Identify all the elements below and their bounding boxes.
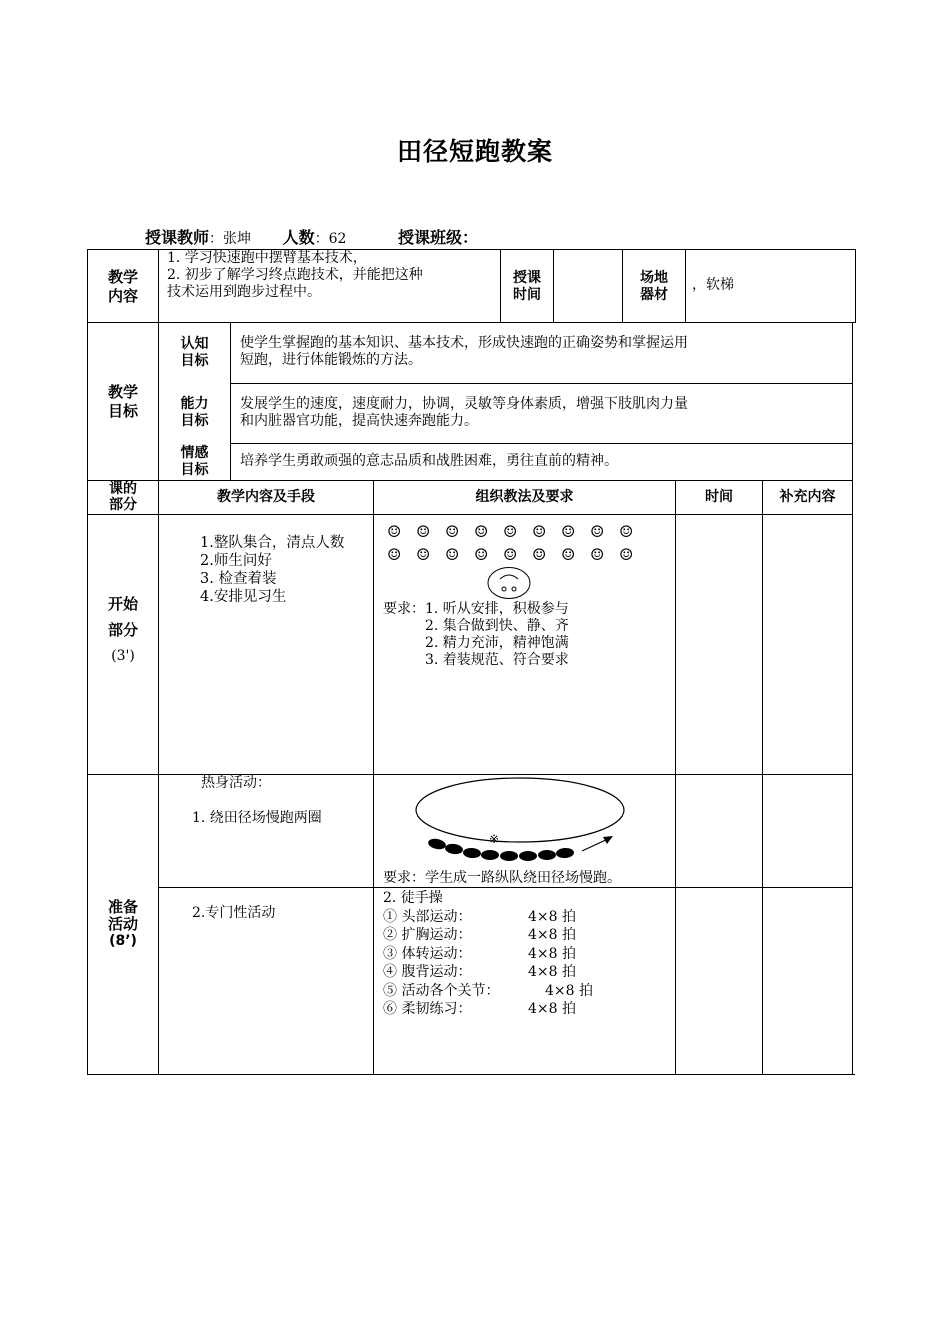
teacher-mark: ※ <box>489 832 500 846</box>
emotional-goal-text: 培养学生勇敢顽强的意志品质和战胜困难，勇往直前的精神。 <box>240 453 618 469</box>
exercise-name: ⑤ 活动各个关节： <box>383 982 500 999</box>
cognitive-goal-text: 使学生掌握跑的基本知识、基本技术，形成快速跑的正确姿势和掌握运用 短跑，进行体能锻炼的方法。 <box>240 335 688 368</box>
exercise-beats: 4×8 拍 <box>528 908 576 925</box>
start-item: 1.整队集合，清点人数 <box>200 535 345 551</box>
start-requirements <box>383 601 569 669</box>
student-smiley-icon: ☺ <box>590 545 605 564</box>
warmup-title: 热身活动： <box>201 775 271 791</box>
teacher-face-icon <box>486 566 532 600</box>
exercise-beats: 4×8 拍 <box>528 945 576 962</box>
class-label: 授课班级： <box>397 228 478 247</box>
col-content-header: 教学内容及手段 <box>217 489 315 505</box>
prep-part-label-2: 活动 <box>107 915 138 933</box>
exercise-row <box>383 908 593 927</box>
start-item: 3. 检查着装 <box>200 571 277 587</box>
warmup-requirement: 要求：学生成一路纵队绕田径场慢跑。 <box>383 870 621 886</box>
count-sep: ： <box>314 231 329 247</box>
page-title: 田径短跑教案 <box>396 137 553 166</box>
exercise-row <box>383 926 593 945</box>
teaching-content <box>167 250 497 301</box>
exercise-name: ③ 体转运动： <box>383 945 472 962</box>
header-info <box>145 225 478 248</box>
exercise-name: ① 头部运动： <box>383 908 472 925</box>
student-smiley-icon: ☺ <box>474 522 489 541</box>
student-smiley-icon: ☺ <box>561 545 576 564</box>
venue-equipment-label: 场地 器材 <box>640 270 668 303</box>
student-smiley-icon: ☺ <box>619 545 634 564</box>
exercise-row <box>383 1000 593 1019</box>
exercise-beats: 4×8 拍 <box>528 964 576 980</box>
teaching-goals-label: 教学 目标 <box>107 383 138 420</box>
req-line: 3. 着装规范、符合要求 <box>425 652 569 668</box>
col-part-header: 课的 部分 <box>109 481 137 513</box>
student-smiley-icon: ☺ <box>619 522 634 541</box>
teacher-label: 授课教师 <box>145 228 210 247</box>
student-smiley-icon: ☺ <box>532 522 547 541</box>
exercise-row <box>383 963 593 982</box>
student-smiley-icon: ☺ <box>387 545 402 564</box>
student-smiley-icon: ☺ <box>445 522 460 541</box>
start-part-label-1: 开始 <box>107 595 138 613</box>
venue-equipment-value: ，软梯 <box>692 277 734 293</box>
exercise-row <box>383 982 593 1001</box>
teaching-content-label: 教学 内容 <box>107 268 138 305</box>
warmup-item: 1. 绕田径场慢跑两圈 <box>192 810 322 826</box>
special-activity-item: 2.专门性活动 <box>192 905 276 921</box>
col-org-header: 组织教法及要求 <box>475 489 574 505</box>
exercise-beats: 4×8 拍 <box>528 1001 576 1017</box>
student-smiley-icon: ☺ <box>561 522 576 541</box>
student-smiley-icon: ☺ <box>445 545 460 564</box>
content-line: 2. 初步了解学习终点跑技术，并能把这种 <box>167 267 423 283</box>
start-part-label-2: 部分 <box>107 621 138 639</box>
exercise-row <box>383 945 593 964</box>
student-smiley-icon: ☺ <box>532 545 547 564</box>
student-smiley-icon: ☺ <box>416 522 431 541</box>
student-smiley-icon: ☺ <box>503 522 518 541</box>
col-supplement-header: 补充内容 <box>779 489 836 505</box>
content-line: 1. 学习快速跑中摆臂基本技术， <box>167 250 367 266</box>
exercise-title: 2. 徒手操 <box>383 890 443 906</box>
req-line: 2. 集合做到快、静、齐 <box>425 618 569 634</box>
exercise-beats: 4×8 拍 <box>545 982 593 999</box>
start-item: 2.师生问好 <box>200 553 272 569</box>
start-items <box>200 534 344 606</box>
req-line: 2. 精力充沛，精神饱满 <box>425 635 569 651</box>
prep-part-label-1: 准备 <box>107 898 138 916</box>
student-smiley-icon: ☺ <box>474 545 489 564</box>
student-smiley-icon: ☺ <box>590 522 605 541</box>
emotional-goal-label: 情感 目标 <box>180 445 209 478</box>
prep-duration: (8’) <box>109 933 137 949</box>
teacher-name: 张坤 <box>223 231 252 247</box>
class-time-label: 授课 时间 <box>513 270 541 303</box>
exercise-name: ⑥ 柔韧练习： <box>383 1001 472 1017</box>
start-duration: (3') <box>111 648 135 664</box>
count-value: 62 <box>328 231 347 247</box>
ability-goal-label: 能力 目标 <box>180 396 209 429</box>
student-smiley-icon: ☺ <box>416 545 431 564</box>
cognitive-goal-label: 认知 目标 <box>180 336 209 369</box>
track-diagram <box>410 772 635 867</box>
exercise-beats: 4×8 拍 <box>528 927 576 943</box>
req-line: 要求：1. 听从安排，积极参与 <box>383 601 569 617</box>
ability-goal-text: 发展学生的速度，速度耐力，协调，灵敏等身体素质，增强下肢肌肉力量 和内脏器官功能，提高快速奔跑能力。 <box>240 396 688 429</box>
teacher-sep: ： <box>209 231 224 247</box>
student-smiley-icon: ☺ <box>503 545 518 564</box>
exercise-name: ④ 腹背运动： <box>383 964 472 980</box>
count-label: 人数 <box>282 228 315 247</box>
content-line: 技术运用到跑步过程中。 <box>167 284 321 300</box>
col-time-header: 时间 <box>705 489 733 505</box>
start-item: 4.安排见习生 <box>200 589 287 605</box>
exercise-name: ② 扩胸运动： <box>383 927 472 943</box>
exercise-list <box>383 889 593 1019</box>
student-smiley-icon: ☺ <box>387 522 402 541</box>
